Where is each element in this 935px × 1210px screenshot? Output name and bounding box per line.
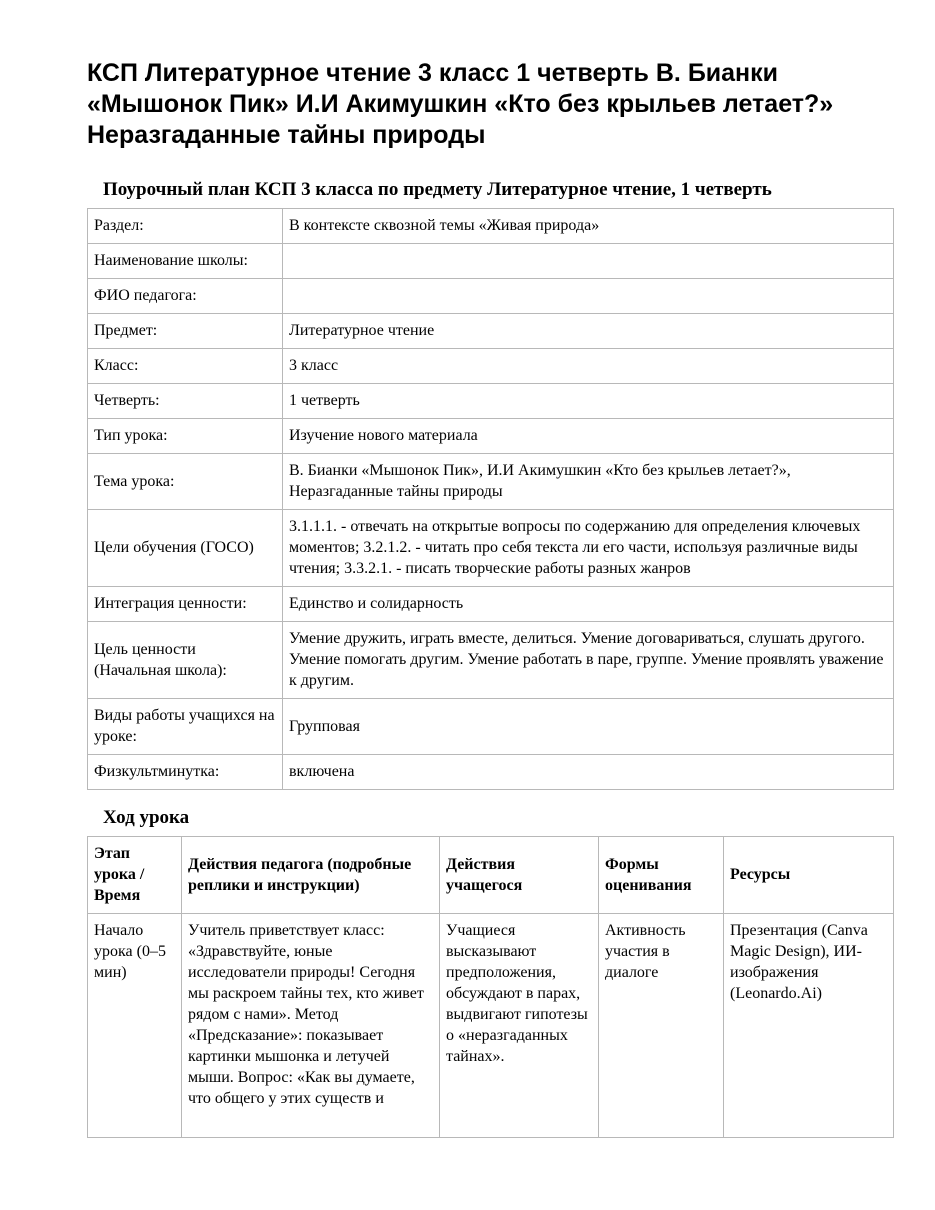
cell-assessment: Активность участия в диалоге [599,914,724,1138]
info-value: включена [283,755,894,790]
info-value: 3 класс [283,349,894,384]
info-key: Цели обучения (ГОСО) [88,510,283,587]
info-row-value-goal [88,622,894,699]
info-row-grade [88,349,894,384]
info-key: Предмет: [88,314,283,349]
cell-student-actions: Учащиеся высказывают предположения, обсуждают в парах, выдвигают гипотезы о «неразгаданных тайнах». [440,914,599,1138]
info-row-teacher [88,279,894,314]
info-row-exercise-break [88,755,894,790]
info-key: Тип урока: [88,419,283,454]
info-key: Тема урока: [88,454,283,510]
info-row-value-integration [88,587,894,622]
cell-teacher-actions: Учитель приветствует класс: «Здравствуйте, юные исследователи природы! Сегодня мы раскроем тайны тех, кто живет рядом с нами». Метод «Предсказание»: показывает картинки мышонка и летучей мыши. Вопрос: «Как вы думаете, что общего у этих существ и [182,914,440,1138]
info-key: Наименование школы: [88,244,283,279]
info-value: Групповая [283,699,894,755]
info-row-lesson-type [88,419,894,454]
header-resources: Ресурсы [724,837,894,914]
info-key: Физкультминутка: [88,755,283,790]
info-key: Четверть: [88,384,283,419]
info-value: Умение дружить, играть вместе, делиться. Умение договариваться, слушать другого. Умение помогать другим. Умение работать в паре, группе. Умение проявлять уважение к другим. [283,622,894,699]
info-key: Виды работы учащихся на уроке: [88,699,283,755]
info-row-section [88,209,894,244]
header-stage: Этап урока / Время [88,837,182,914]
info-key: Раздел: [88,209,283,244]
info-key: Цель ценности (Начальная школа): [88,622,283,699]
header-assessment: Формы оценивания [599,837,724,914]
info-value: Литературное чтение [283,314,894,349]
info-row-subject [88,314,894,349]
course-row [88,914,894,1138]
course-heading: Ход урока [103,807,190,828]
lesson-course-table [87,836,894,1138]
header-teacher-actions: Действия педагога (подробные реплики и инструкции) [182,837,440,914]
info-row-work-types [88,699,894,755]
info-value: В. Бианки «Мышонок Пик», И.И Акимушкин «Кто без крыльев летает?», Неразгаданные тайны природы [283,454,894,510]
course-header-row [88,837,894,914]
info-value: Изучение нового материала [283,419,894,454]
lesson-info-table [87,208,894,790]
header-student-actions: Действия учащегося [440,837,599,914]
info-row-quarter [88,384,894,419]
cell-stage: Начало урока (0–5 мин) [88,914,182,1138]
info-row-school [88,244,894,279]
info-value: В контексте сквозной темы «Живая природа» [283,209,894,244]
info-key: Класс: [88,349,283,384]
info-row-learning-goals [88,510,894,587]
info-value [283,244,894,279]
info-value: 3.1.1.1. - отвечать на открытые вопросы по содержанию для определения ключевых моментов; 3.2.1.2. - читать про себя текста ли его части, используя различные виды чтения; 3.3.2.1. - писать творческие работы разных жанров [283,510,894,587]
cell-resources: Презентация (Canva Magic Design), ИИ-изображения (Leonardo.Ai) [724,914,894,1138]
document-page [87,58,893,1138]
info-value: 1 четверть [283,384,894,419]
info-key: Интеграция ценности: [88,587,283,622]
info-value: Единство и солидарность [283,587,894,622]
plan-heading: Поурочный план КСП 3 класса по предмету Литературное чтение, 1 четверть [103,179,772,200]
document-title: КСП Литературное чтение 3 класс 1 четверть В. Бианки «Мышонок Пик» И.И Акимушкин «Кто без крыльев летает?» Неразгаданные тайны природы [87,59,834,149]
info-key: ФИО педагога: [88,279,283,314]
info-row-topic [88,454,894,510]
info-value [283,279,894,314]
